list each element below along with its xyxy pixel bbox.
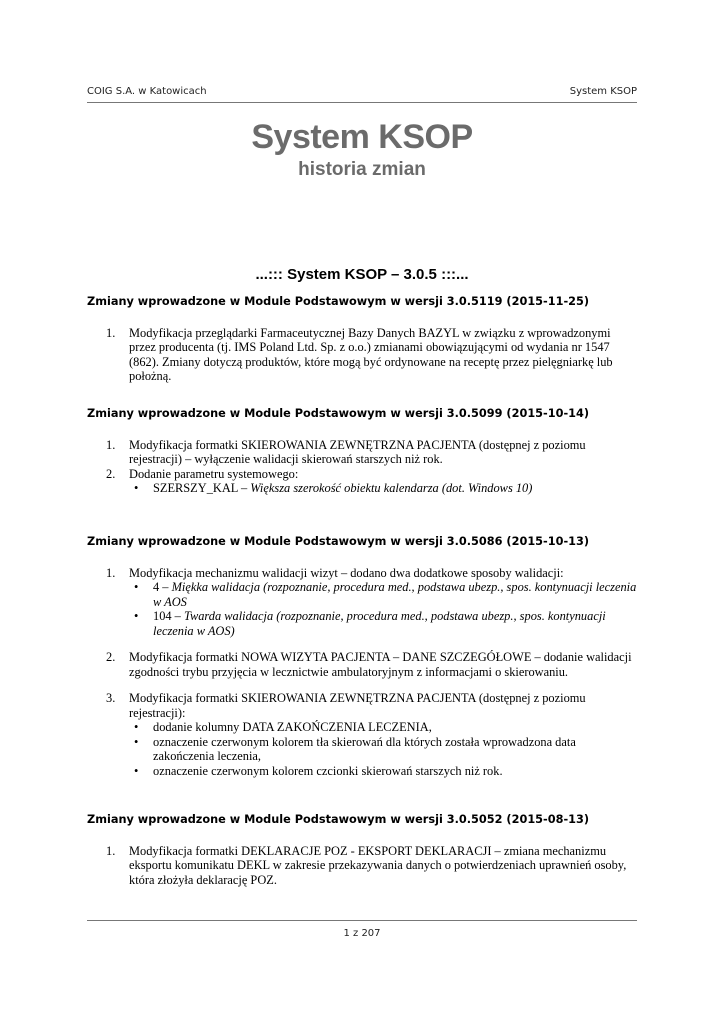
bullet-item [129, 764, 637, 779]
item-text: Modyfikacja przeglądarki Farmaceutycznej Bazy Danych BAZYL w związku z wprowadzonymi przez producenta (tj. IMS Poland Ltd. Sp. z o.o.) zmianami obowiązującymi od wydania nr 1547 (862). Zmiany dotyczą produktów, które mogą być ordynowane na receptę przez pielęgniarkę lub położną. [129, 325, 613, 383]
bullet-item [129, 580, 637, 609]
page-header [87, 86, 637, 102]
page-number: 1 z 207 [343, 928, 381, 939]
bullet-icon: • [134, 580, 139, 594]
list-item [87, 438, 637, 467]
bullet-description: Miękka walidacja (rozpoznanie, procedura med., podstawa ubezp., spos. kontynuacji leczenia w AOS [153, 580, 637, 609]
list-item [87, 326, 637, 384]
section-3-0-5099 [87, 407, 637, 496]
bullet-icon: • [134, 763, 139, 778]
item-number: 2. [106, 466, 116, 481]
list-item [87, 566, 637, 639]
changes-list [87, 566, 637, 779]
bullet-text: oznaczenie czerwonym kolorem tła skierowań dla których została wprowadzona data zakończenia leczenia, [153, 734, 576, 763]
item-number: 1. [106, 843, 116, 858]
list-item [87, 691, 637, 778]
bullet-text: dodanie kolumny DATA ZAKOŃCZENIA LECZENIA, [153, 720, 432, 734]
bullet-list [129, 720, 637, 778]
bullet-description: Twarda walidacja (rozpoznanie, procedura med., podstawa ubezp., spos. kontynuacji leczenia w AOS) [153, 609, 606, 638]
item-number: 1. [106, 437, 116, 452]
section-title: Zmiany wprowadzone w Module Podstawowym w wersji 3.0.5052 (2015-08-13) [87, 813, 590, 826]
bullet-item [129, 735, 637, 764]
item-text: Modyfikacja formatki SKIEROWANIA ZEWNĘTRZNA PACJENTA (dostępnej z poziomu rejestracji) – wyłączenie walidacji skierowań starszych niż rok. [129, 437, 586, 466]
item-number: 2. [106, 650, 116, 664]
section-title: Zmiany wprowadzone w Module Podstawowym w wersji 3.0.5099 (2015-10-14) [87, 407, 590, 420]
bullet-icon: • [134, 734, 139, 749]
bullet-icon: • [134, 720, 139, 734]
bullet-icon: • [134, 609, 139, 623]
bullet-lead: 4 – [153, 580, 172, 594]
changes-list [87, 438, 637, 496]
document-title: System KSOP [251, 118, 473, 156]
item-text: Dodanie parametru systemowego: [129, 466, 299, 481]
section-3-0-5086 [87, 535, 637, 778]
header-company: COIG S.A. w Katowicach [87, 86, 207, 97]
item-text: Modyfikacja formatki NOWA WIZYTA PACJENTA – DANE SZCZEGÓŁOWE – dodanie walidacji zgodności trybu przyjęcia w lecznictwie ambulatoryjnym z informacjami o skierowaniu. [129, 650, 632, 679]
item-text: Modyfikacja mechanizmu walidacji wizyt – dodano dwa dodatkowe sposoby walidacji: [129, 565, 564, 580]
header-system: System KSOP [569, 86, 637, 97]
bullet-text: oznaczenie czerwonym kolorem czcionki skierowań starszych niż rok. [153, 763, 503, 778]
changes-list [87, 326, 637, 384]
list-item [87, 650, 637, 679]
item-number: 3. [106, 691, 116, 705]
bullet-description: Większa szerokość obiektu kalendarza (dot. Windows 10) [250, 481, 533, 495]
changes-list [87, 844, 637, 888]
item-text: Modyfikacja formatki DEKLARACJE POZ - EKSPORT DEKLARACJI – zmiana mechanizmu eksportu komunikatu DEKL w zakresie przekazywania danych o potwierdzeniach uprawnień osoby, która złożyła deklarację POZ. [129, 843, 627, 887]
list-item [87, 844, 637, 888]
footer-rule [87, 920, 637, 921]
item-number: 1. [106, 325, 116, 340]
bullet-item [129, 609, 637, 638]
bullet-list [129, 481, 637, 496]
bullet-item [129, 720, 637, 735]
section-3-0-5119 [87, 295, 637, 384]
version-heading: ...::: System KSOP – 3.0.5 :::... [255, 266, 469, 283]
item-number: 1. [106, 565, 116, 580]
list-item [87, 467, 637, 496]
header-rule [87, 102, 637, 103]
section-3-0-5052 [87, 813, 637, 887]
section-title: Zmiany wprowadzone w Module Podstawowym w wersji 3.0.5086 (2015-10-13) [87, 535, 590, 548]
bullet-list [129, 580, 637, 638]
bullet-lead: 104 – [153, 609, 184, 623]
section-title: Zmiany wprowadzone w Module Podstawowym w wersji 3.0.5119 (2015-11-25) [87, 295, 590, 308]
bullet-icon: • [134, 481, 139, 495]
document-subtitle: historia zmian [298, 159, 426, 180]
item-text: Modyfikacja formatki SKIEROWANIA ZEWNĘTRZNA PACJENTA (dostępnej z poziomu rejestracji): [129, 691, 586, 720]
bullet-item [129, 481, 637, 496]
bullet-lead: SZERSZY_KAL – [153, 481, 251, 495]
